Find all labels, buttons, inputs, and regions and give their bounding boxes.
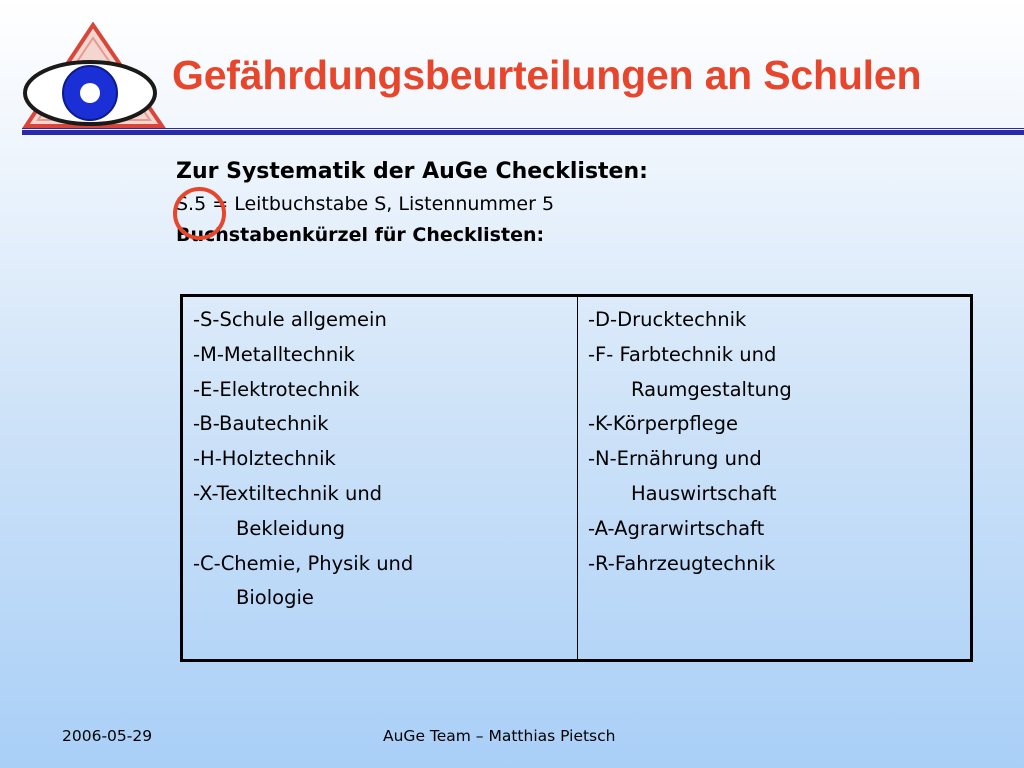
- list-item: -N-Ernährung und: [588, 447, 762, 471]
- header-rule-thick: [22, 130, 1024, 135]
- footer-author: AuGe Team – Matthias Pietsch: [383, 727, 616, 745]
- list-item: -S-Schule allgemein: [193, 308, 387, 331]
- list-item-continuation: Raumgestaltung: [631, 377, 792, 401]
- list-item: -F- Farbtechnik und: [588, 342, 777, 366]
- checklist-table: [180, 294, 973, 662]
- intro-line-code: S.5 = Leitbuchstabe S, Listennummer 5: [176, 193, 555, 215]
- intro-block: [176, 157, 648, 251]
- list-item: -A-Agrarwirtschaft: [588, 516, 765, 540]
- highlight-circle: [173, 187, 226, 240]
- list-item: -X-Textiltechnik und: [193, 481, 383, 505]
- list-item-continuation: Bekleidung: [236, 516, 345, 540]
- list-item: -B-Bautechnik: [193, 412, 329, 436]
- list-item: -M-Metalltechnik: [193, 342, 355, 366]
- list-item: -R-Fahrzeugtechnik: [588, 551, 776, 575]
- checklist-column-right: [578, 297, 970, 659]
- list-item-continuation: Biologie: [236, 586, 314, 610]
- list-item: -C-Chemie, Physik und: [193, 551, 414, 575]
- header-rule-thin: [22, 128, 1024, 129]
- list-item-continuation: Hauswirtschaft: [631, 481, 777, 505]
- list-item: -D-Drucktechnik: [588, 308, 747, 331]
- list-item: -H-Holztechnik: [193, 447, 336, 471]
- intro-line-abbreviations: Buchstabenkürzel für Checklisten:: [176, 224, 545, 246]
- page-title: Gefährdungsbeurteilungen an Schulen: [172, 52, 922, 98]
- list-item: -K-Körperpflege: [588, 412, 739, 436]
- footer-date: 2006-05-29: [62, 727, 153, 745]
- checklist-column-left: [183, 297, 578, 659]
- eye-triangle-logo-icon: [18, 22, 168, 130]
- intro-heading: Zur Systematik der AuGe Checklisten:: [176, 159, 648, 184]
- list-item: -E-Elektrotechnik: [193, 377, 360, 401]
